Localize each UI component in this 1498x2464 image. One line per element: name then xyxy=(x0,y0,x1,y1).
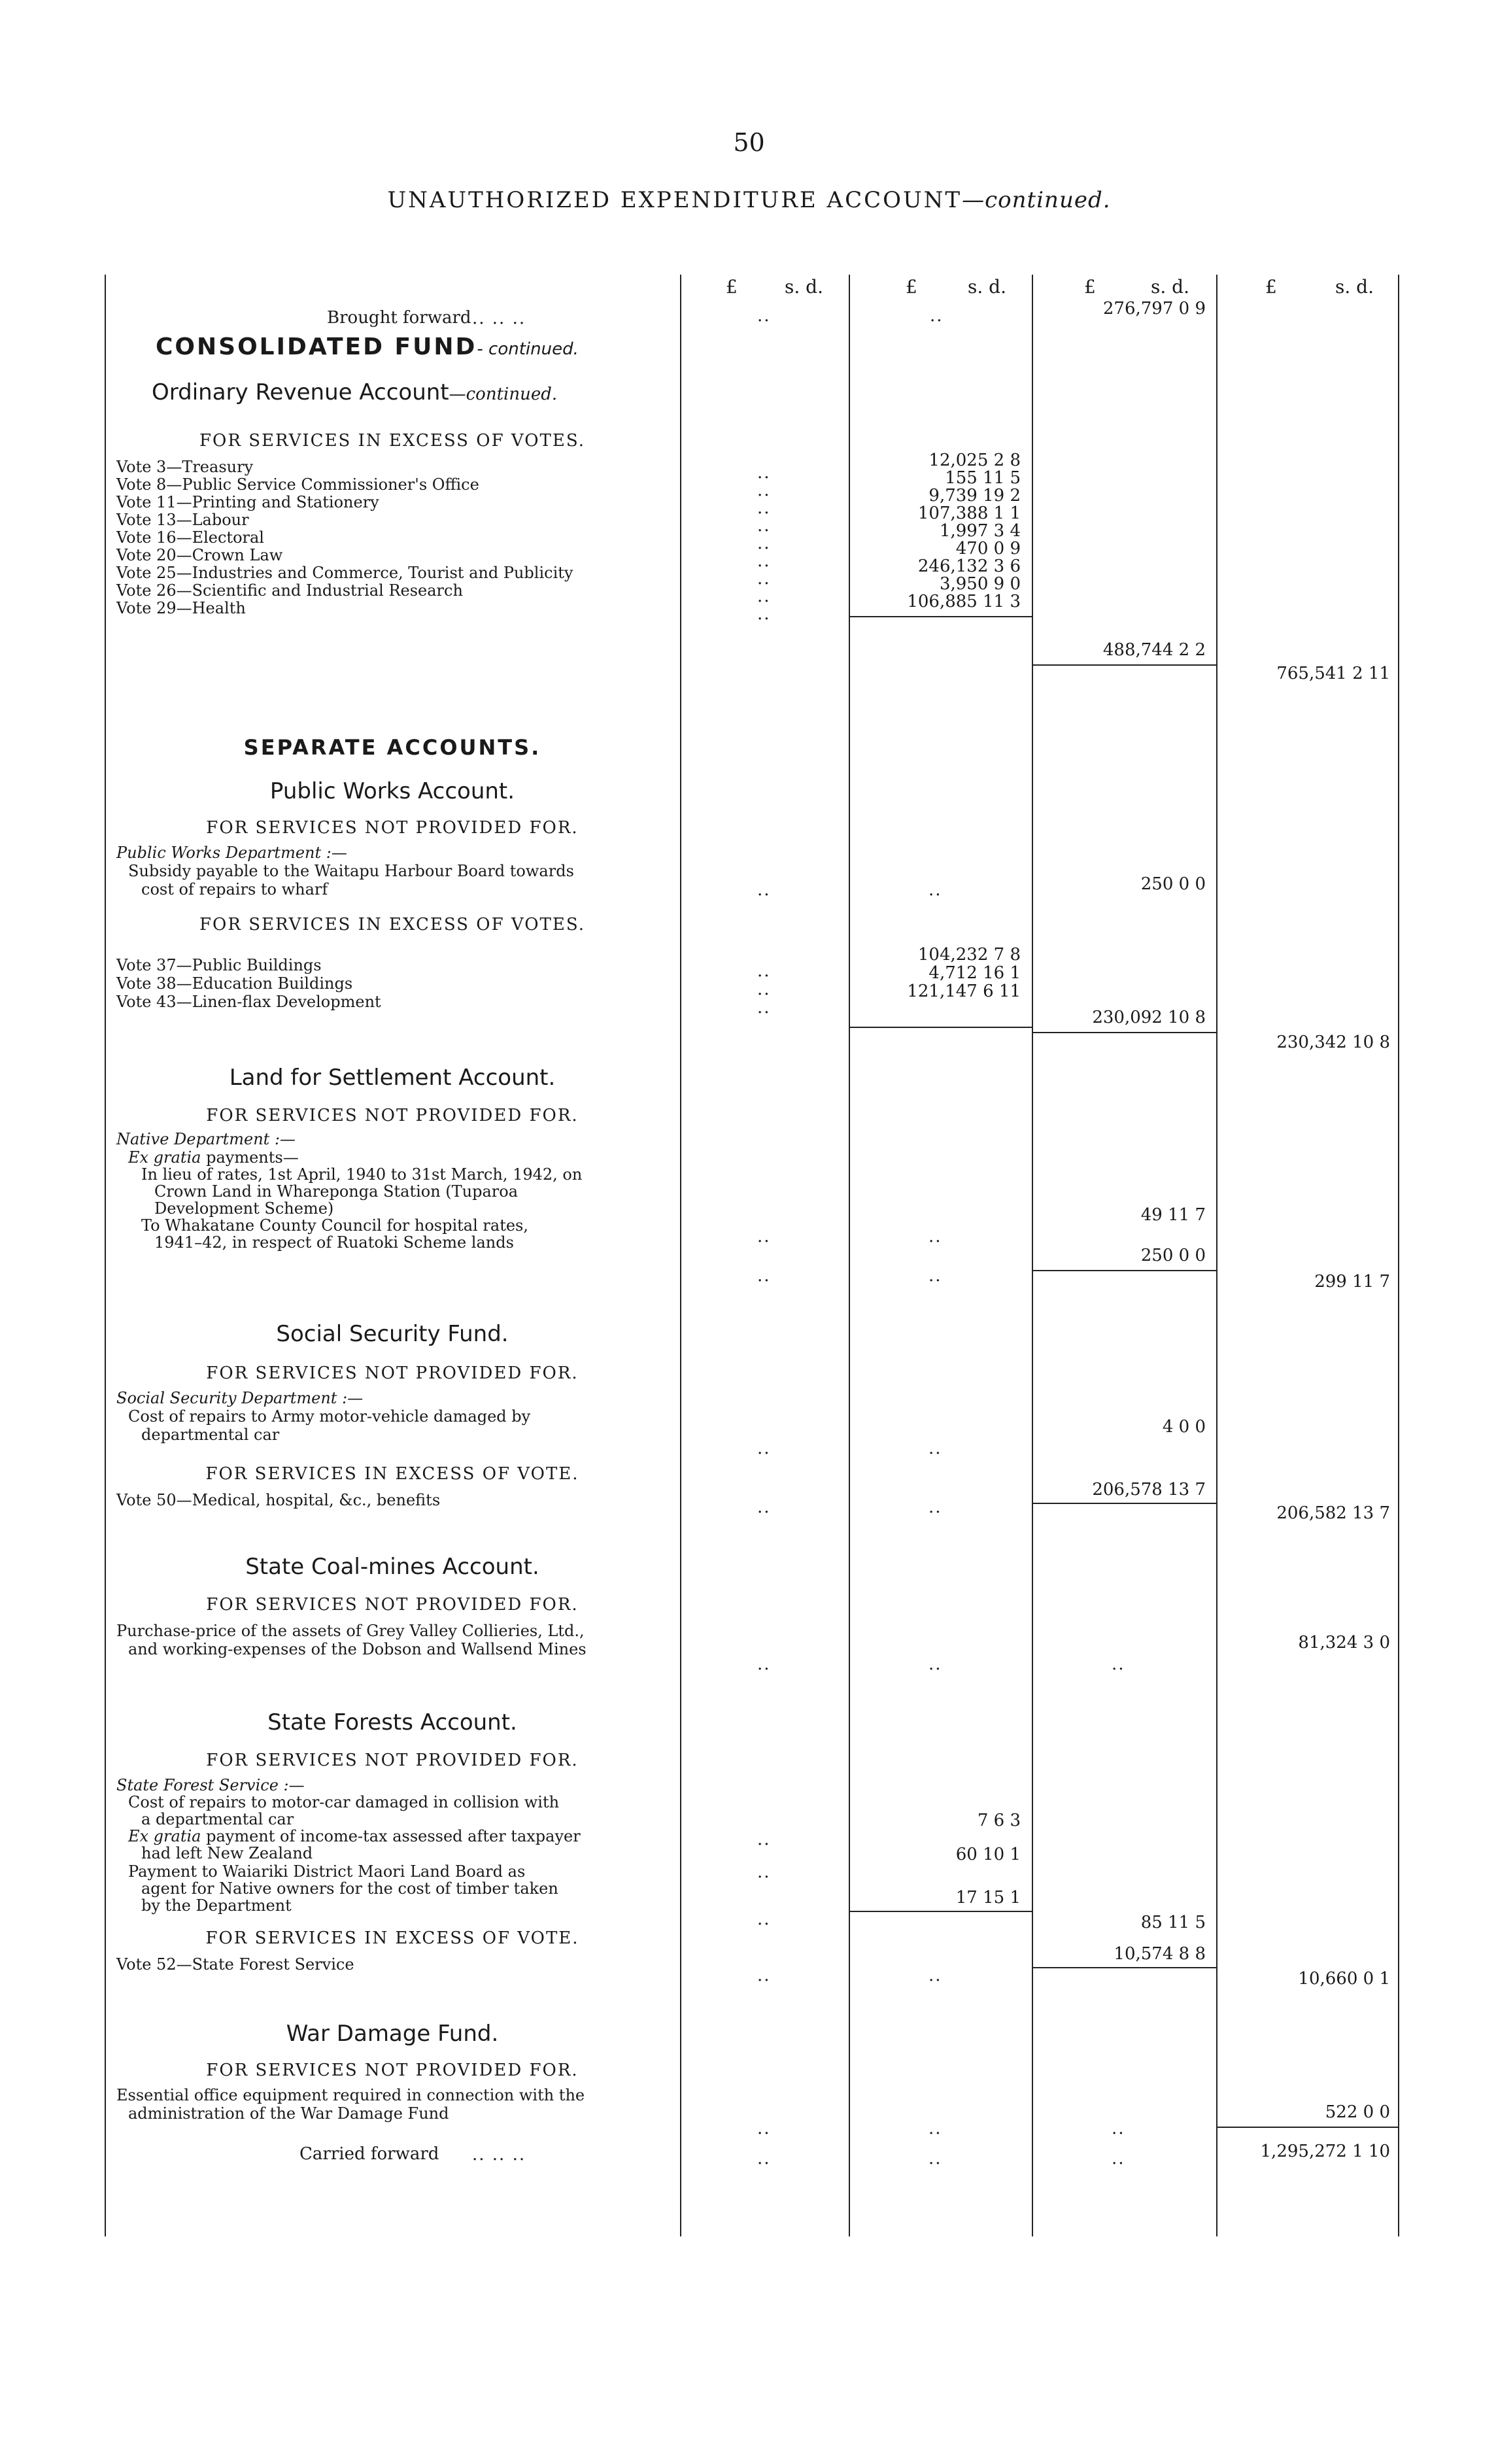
coal-mines-total: 81,324 3 0 xyxy=(1298,1633,1390,1652)
rates-line-1: In lieu of rates, 1st April, 1940 to 31st March, 1942, on xyxy=(141,1165,583,1184)
consolidated-section-label: FOR SERVICES IN EXCESS OF VOTES. xyxy=(199,431,585,451)
leader-dots: .. xyxy=(928,1266,942,1286)
brought-forward-label: Brought forward xyxy=(327,308,471,328)
income-tax-line-2: had left New Zealand xyxy=(141,1844,313,1862)
land-settlement-heading: Land for Settlement Account. xyxy=(229,1065,556,1091)
motor-car-line-1: Cost of repairs to motor-car damaged in collision with xyxy=(128,1793,560,1811)
leader-dots: .. xyxy=(1112,2149,1125,2168)
war-damage-heading: War Damage Fund. xyxy=(286,2021,499,2047)
office-equipment-line-1: Essential office equipment required in connection with the xyxy=(116,2086,585,2104)
leader-dots: .. xyxy=(757,998,771,1018)
column-rule-2 xyxy=(849,275,850,2236)
leader-dots: .. xyxy=(757,1966,771,1985)
col2-sd-header: s. d. xyxy=(968,276,1006,298)
hospital-line-2: 1941–42, in respect of Ruatoki Scheme lands xyxy=(154,1233,514,1252)
vote-52-label: Vote 52—State Forest Service xyxy=(116,1955,354,1974)
ex-gratia-payments xyxy=(128,1148,299,1167)
public-works-excess: FOR SERVICES IN EXCESS OF VOTES. xyxy=(199,915,585,934)
leader-dots: .. xyxy=(928,1497,942,1517)
waiariki-line-3: by the Department xyxy=(141,1896,292,1915)
vote-8-label: Vote 8—Public Service Commissioner's Office xyxy=(116,475,479,494)
army-vehicle-amount: 4 0 0 xyxy=(1162,1417,1206,1437)
col2-pound-header: £ xyxy=(906,276,917,298)
leader-dots: .. xyxy=(928,2119,942,2138)
public-works-heading: Public Works Account. xyxy=(269,778,515,804)
vote-3-label: Vote 3—Treasury xyxy=(116,458,254,476)
col1-sd-header: s. d. xyxy=(785,276,823,298)
ordinary-revenue-heading xyxy=(152,379,557,405)
leader-dots: .. xyxy=(757,463,771,483)
vote-8-amount: 155 11 5 xyxy=(945,468,1021,488)
land-settlement-rule-col3 xyxy=(1033,1270,1216,1271)
ex-gratia-rest: payments— xyxy=(201,1148,299,1167)
title-text: UNAUTHORIZED EXPENDITURE ACCOUNT xyxy=(387,187,962,213)
column-rule-right xyxy=(1398,275,1399,2236)
leader-dots: .. xyxy=(757,1862,771,1882)
social-security-excess: FOR SERVICES IN EXCESS OF VOTE. xyxy=(205,1464,579,1484)
social-security-rule-col3 xyxy=(1033,1503,1216,1504)
consolidated-heading-suffix: - continued. xyxy=(477,339,579,359)
vote-38-amount: 4,712 16 1 xyxy=(928,963,1021,983)
leader-dots: .. xyxy=(757,1830,771,1849)
leader-dots: .. xyxy=(928,1439,942,1458)
title-suffix: —continued. xyxy=(962,187,1111,213)
leader-dots: .. xyxy=(757,551,771,571)
office-equipment-line-2: administration of the War Damage Fund xyxy=(128,2104,449,2123)
vote-20-label: Vote 20—Crown Law xyxy=(116,546,283,564)
col1-pound-header: £ xyxy=(726,276,738,298)
vote-37-label: Vote 37—Public Buildings xyxy=(116,956,322,974)
hospital-line-1: To Whakatane County Council for hospital rates, xyxy=(141,1216,528,1235)
land-settlement-section: FOR SERVICES NOT PROVIDED FOR. xyxy=(206,1106,579,1125)
subsidy-amount: 250 0 0 xyxy=(1140,874,1206,894)
waiariki-amount: 17 15 1 xyxy=(955,1888,1021,1908)
subsidy-line-2: cost of repairs to wharf xyxy=(141,880,328,898)
income-tax-line-1 xyxy=(128,1827,581,1846)
consolidated-rule-col2 xyxy=(850,616,1032,617)
leader-dots: .. xyxy=(757,1654,771,1674)
motor-car-line-2: a departmental car xyxy=(141,1810,294,1828)
vote-25-label: Vote 25—Industries and Commerce, Tourist and Publicity xyxy=(116,564,573,582)
vote-50-label: Vote 50—Medical, hospital, &c., benefits xyxy=(116,1491,441,1509)
rates-line-2: Crown Land in Whareponga Station (Tuparoa xyxy=(154,1182,519,1201)
social-security-department: Social Security Department :— xyxy=(116,1389,364,1407)
social-security-not-provided: FOR SERVICES NOT PROVIDED FOR. xyxy=(206,1363,579,1383)
leader-dots: .. xyxy=(757,587,771,606)
vote-52-amount: 10,574 8 8 xyxy=(1114,1944,1206,1964)
leader-dots: .. xyxy=(757,498,771,518)
rates-line-3: Development Scheme) xyxy=(154,1199,334,1218)
public-works-subtotal: 230,092 10 8 xyxy=(1092,1008,1206,1027)
ex-gratia-italic: Ex gratia xyxy=(128,1148,201,1167)
forests-rule-col2 xyxy=(850,1911,1032,1912)
forests-heading: State Forests Account. xyxy=(267,1709,517,1736)
leader-dots: .. xyxy=(757,1439,771,1458)
public-works-rule-col3 xyxy=(1033,1032,1216,1033)
column-rule-3 xyxy=(1032,275,1033,2236)
leader-dots: .. xyxy=(757,880,771,900)
leader-dots: .. .. .. xyxy=(472,309,526,328)
social-security-total: 206,582 13 7 xyxy=(1276,1503,1390,1523)
waiariki-line-1: Payment to Waiariki District Maori Land Board as xyxy=(128,1862,526,1881)
forest-service-department: State Forest Service :— xyxy=(116,1776,305,1794)
leader-dots: .. xyxy=(757,481,771,500)
vote-11-label: Vote 11—Printing and Stationery xyxy=(116,493,379,511)
income-tax-amount: 60 10 1 xyxy=(955,1845,1021,1864)
vote-43-label: Vote 43—Linen-flax Development xyxy=(116,993,381,1011)
grey-valley-line-1: Purchase-price of the assets of Grey Valley Collieries, Ltd., xyxy=(116,1622,585,1640)
public-works-not-provided: FOR SERVICES NOT PROVIDED FOR. xyxy=(206,818,579,838)
page-number: 50 xyxy=(733,128,765,157)
coal-mines-section: FOR SERVICES NOT PROVIDED FOR. xyxy=(206,1595,579,1615)
army-vehicle-line-2: departmental car xyxy=(141,1426,280,1444)
page-title xyxy=(0,187,1498,213)
forests-not-provided: FOR SERVICES NOT PROVIDED FOR. xyxy=(206,1751,579,1770)
income-tax-rest: payment of income-tax assessed after taxpayer xyxy=(201,1827,581,1845)
vote-26-amount: 3,950 9 0 xyxy=(939,574,1021,594)
rates-amount: 49 11 7 xyxy=(1140,1205,1206,1225)
leader-dots: .. xyxy=(928,880,942,900)
vote-3-amount: 12,025 2 8 xyxy=(928,451,1021,470)
native-department: Native Department :— xyxy=(116,1130,296,1148)
leader-dots: .. xyxy=(928,1654,942,1674)
land-settlement-total: 299 11 7 xyxy=(1314,1272,1390,1292)
vote-29-label: Vote 29—Health xyxy=(116,599,246,617)
leader-dots: .. xyxy=(1112,2119,1125,2138)
consolidated-heading-text: CONSOLIDATED FUND xyxy=(156,334,477,360)
vote-26-label: Vote 26—Scientific and Industrial Research xyxy=(116,581,463,600)
leader-dots: .. xyxy=(757,569,771,589)
leader-dots: .. xyxy=(757,961,771,981)
brought-forward-amount: 276,797 0 9 xyxy=(1102,299,1206,318)
forests-subtotal: 85 11 5 xyxy=(1140,1913,1206,1932)
column-rule-4 xyxy=(1216,275,1217,2236)
public-works-total: 230,342 10 8 xyxy=(1276,1033,1390,1052)
war-damage-section: FOR SERVICES NOT PROVIDED FOR. xyxy=(206,2061,579,2080)
leader-dots: .. xyxy=(757,1909,771,1929)
vote-16-label: Vote 16—Electoral xyxy=(116,528,264,547)
column-rule-1 xyxy=(680,275,681,2236)
vote-16-amount: 1,997 3 4 xyxy=(939,521,1021,541)
leader-dots: .. xyxy=(757,1227,771,1246)
col3-pound-header: £ xyxy=(1084,276,1096,298)
carried-forward-amount: 1,295,272 1 10 xyxy=(1260,2142,1390,2161)
consolidated-heading xyxy=(156,334,579,360)
subsidy-line-1: Subsidy payable to the Waitapu Harbour Board towards xyxy=(128,862,574,880)
vote-50-amount: 206,578 13 7 xyxy=(1092,1480,1206,1499)
leader-dots: .. xyxy=(1112,1654,1125,1674)
public-works-department: Public Works Department :— xyxy=(116,844,347,862)
army-vehicle-line-1: Cost of repairs to Army motor-vehicle damaged by xyxy=(128,1407,531,1426)
income-tax-italic: Ex gratia xyxy=(128,1827,201,1845)
leader-dots: .. xyxy=(928,1966,942,1985)
leader-dots: .. xyxy=(757,1497,771,1517)
waiariki-line-2: agent for Native owners for the cost of timber taken xyxy=(141,1879,558,1898)
leader-dots: .. xyxy=(757,534,771,553)
consolidated-subtotal: 488,744 2 2 xyxy=(1102,640,1206,660)
social-security-heading: Social Security Fund. xyxy=(276,1321,509,1347)
col4-sd-header: s. d. xyxy=(1335,276,1374,298)
vote-13-amount: 107,388 1 1 xyxy=(917,504,1021,523)
separate-accounts-heading: SEPARATE ACCOUNTS. xyxy=(243,735,541,760)
leader-dots: .. xyxy=(757,2149,771,2168)
forests-rule-col3 xyxy=(1033,1967,1216,1968)
leader-dots: .. xyxy=(757,604,771,624)
hospital-amount: 250 0 0 xyxy=(1140,1246,1206,1265)
vote-11-amount: 9,739 19 2 xyxy=(928,486,1021,505)
col4-pound-header: £ xyxy=(1265,276,1277,298)
forests-total: 10,660 0 1 xyxy=(1298,1969,1390,1989)
leader-dots: .. xyxy=(757,1266,771,1286)
vote-20-amount: 470 0 9 xyxy=(955,539,1021,558)
grey-valley-line-2: and working-expenses of the Dobson and Wallsend Mines xyxy=(128,1640,587,1658)
war-damage-rule-col4 xyxy=(1217,2127,1398,2128)
war-damage-total: 522 0 0 xyxy=(1325,2102,1390,2122)
carried-forward-leader: .. .. .. xyxy=(472,2145,526,2165)
public-works-rule-col2 xyxy=(850,1027,1032,1028)
coal-mines-heading: State Coal-mines Account. xyxy=(245,1554,539,1580)
vote-29-amount: 106,885 11 3 xyxy=(907,592,1021,611)
col3-sd-header: s. d. xyxy=(1151,276,1189,298)
motor-car-amount: 7 6 3 xyxy=(977,1811,1021,1830)
vote-37-amount: 104,232 7 8 xyxy=(917,945,1021,965)
col2-dots: .. xyxy=(930,306,944,326)
col1-dots: .. xyxy=(757,306,771,326)
leader-dots: .. xyxy=(757,2119,771,2138)
vote-38-label: Vote 38—Education Buildings xyxy=(116,974,353,993)
forests-excess: FOR SERVICES IN EXCESS OF VOTE. xyxy=(205,1928,579,1948)
carried-forward-label: Carried forward xyxy=(299,2144,439,2164)
leader-dots: .. xyxy=(928,1227,942,1246)
vote-13-label: Vote 13—Labour xyxy=(116,511,249,529)
ordinary-revenue-suffix: —continued. xyxy=(449,385,558,404)
consolidated-rule-col3 xyxy=(1033,664,1216,666)
consolidated-total: 765,541 2 11 xyxy=(1276,664,1390,683)
vote-43-amount: 121,147 6 11 xyxy=(907,982,1021,1001)
leader-dots: .. xyxy=(757,516,771,536)
ordinary-revenue-text: Ordinary Revenue Account xyxy=(152,379,449,405)
vote-25-amount: 246,132 3 6 xyxy=(917,556,1021,576)
leader-dots: .. xyxy=(928,2149,942,2168)
leader-dots: .. xyxy=(757,980,771,999)
